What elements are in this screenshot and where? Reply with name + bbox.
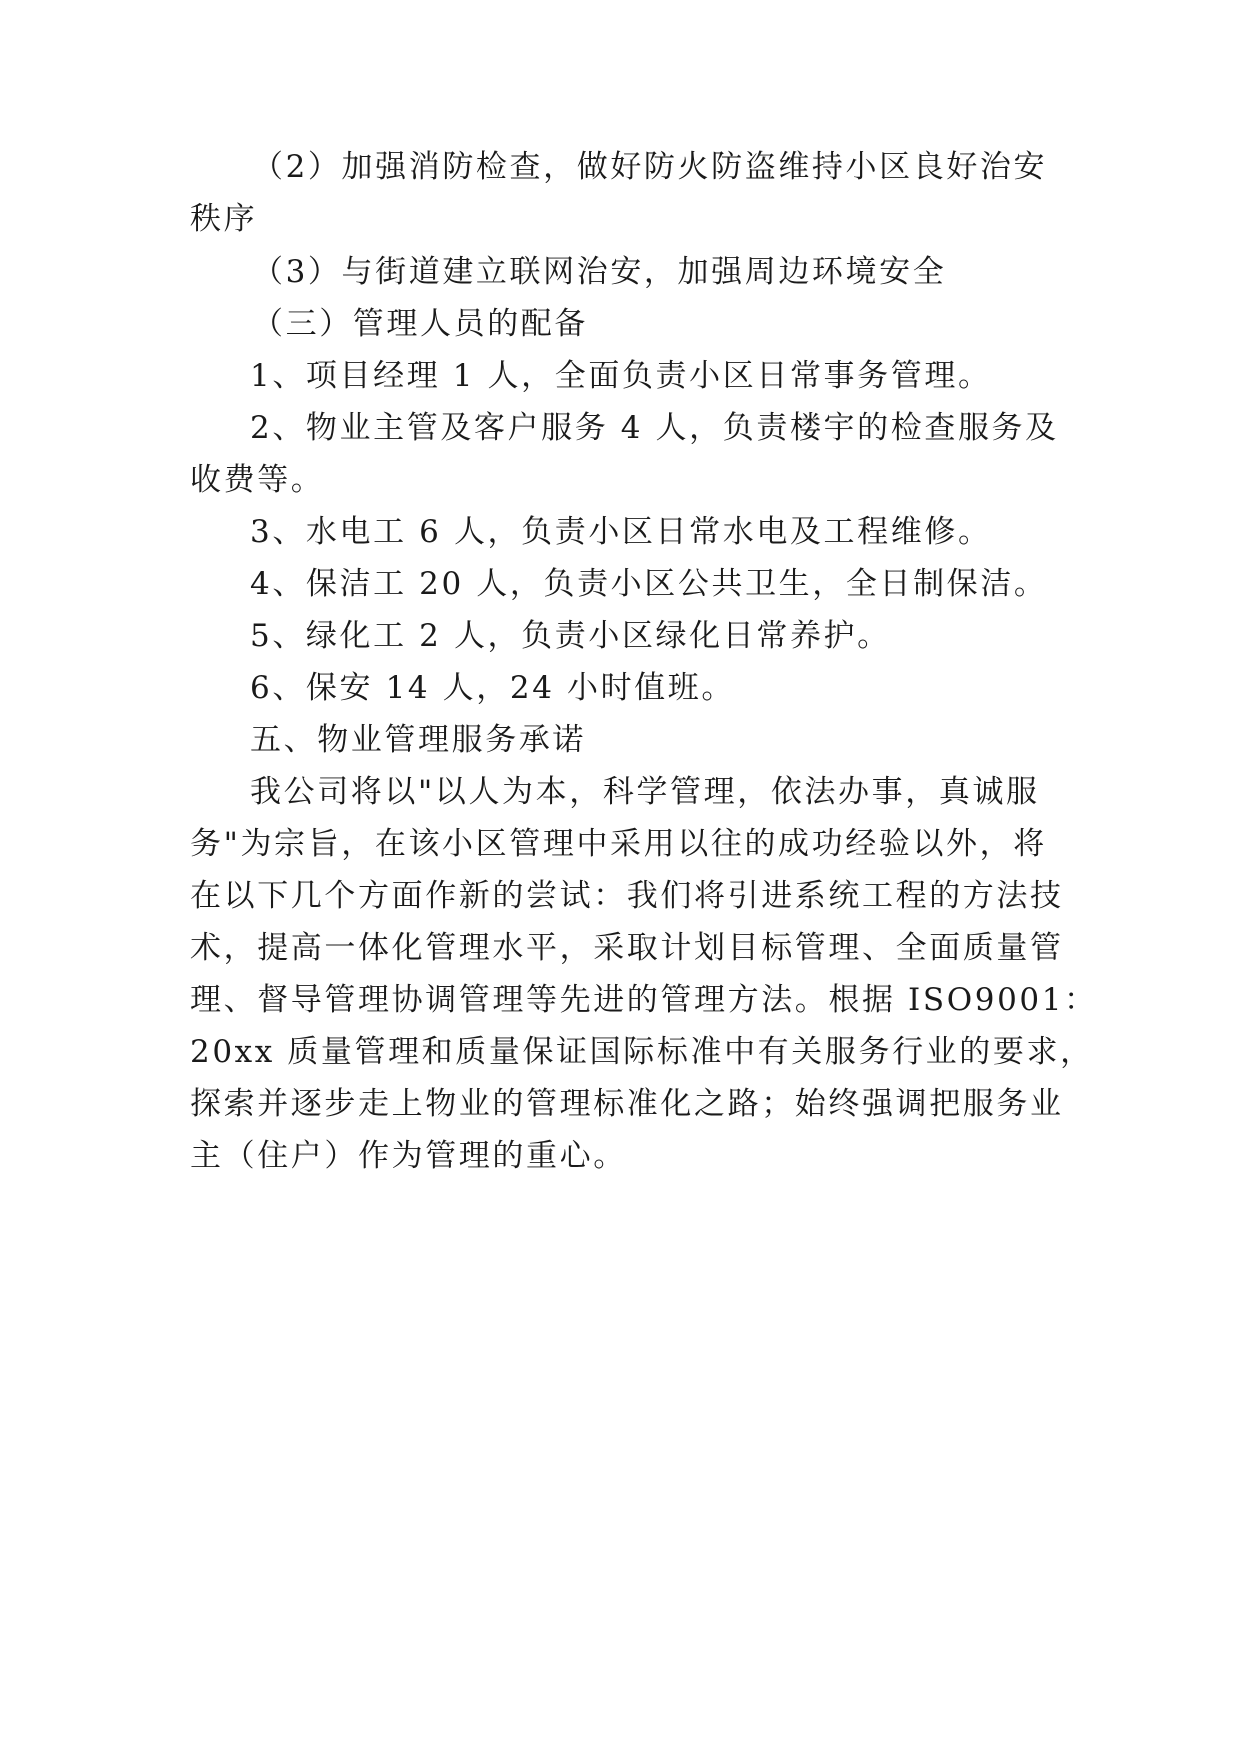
paragraph-line: （3）与街道建立联网治安，加强周边环境安全 [252,254,947,290]
section-heading: 五、物业管理服务承诺 [250,722,586,758]
paragraph-line: 主（住户）作为管理的重心。 [190,1138,627,1174]
paragraph-line: 秩序 [190,201,258,237]
paragraph-line: 术，提高一体化管理水平，采取计划目标管理、全面质量管 [190,930,1064,966]
paragraph-line: 20xx 质量管理和质量保证国际标准中有关服务行业的要求， [190,1034,1094,1070]
paragraph-line: （2）加强消防检查，做好防火防盗维持小区良好治安 [252,149,1048,185]
list-item: 5、绿化工 2 人，负责小区绿化日常养护。 [250,618,891,654]
paragraph-line: 务"为宗旨，在该小区管理中采用以往的成功经验以外，将 [190,826,1047,862]
paragraph-line: 在以下几个方面作新的尝试：我们将引进系统工程的方法技 [190,878,1064,914]
section-heading: （三）管理人员的配备 [252,306,588,342]
list-item: 2、物业主管及客户服务 4 人，负责楼宇的检查服务及 [250,410,1059,446]
list-item: 3、水电工 6 人，负责小区日常水电及工程维修。 [250,514,992,550]
paragraph-line: 理、督导管理协调管理等先进的管理方法。根据 ISO9001： [190,982,1098,1018]
paragraph-line: 我公司将以"以人为本，科学管理，依法办事，真诚服 [250,774,1040,810]
list-item: 6、保安 14 人，24 小时值班。 [250,670,735,706]
paragraph-line: 探索并逐步走上物业的管理标准化之路；始终强调把服务业 [190,1086,1064,1122]
list-item: 1、项目经理 1 人，全面负责小区日常事务管理。 [250,358,992,394]
paragraph-line: 收费等。 [190,462,325,498]
list-item: 4、保洁工 20 人，负责小区公共卫生，全日制保洁。 [250,566,1048,602]
